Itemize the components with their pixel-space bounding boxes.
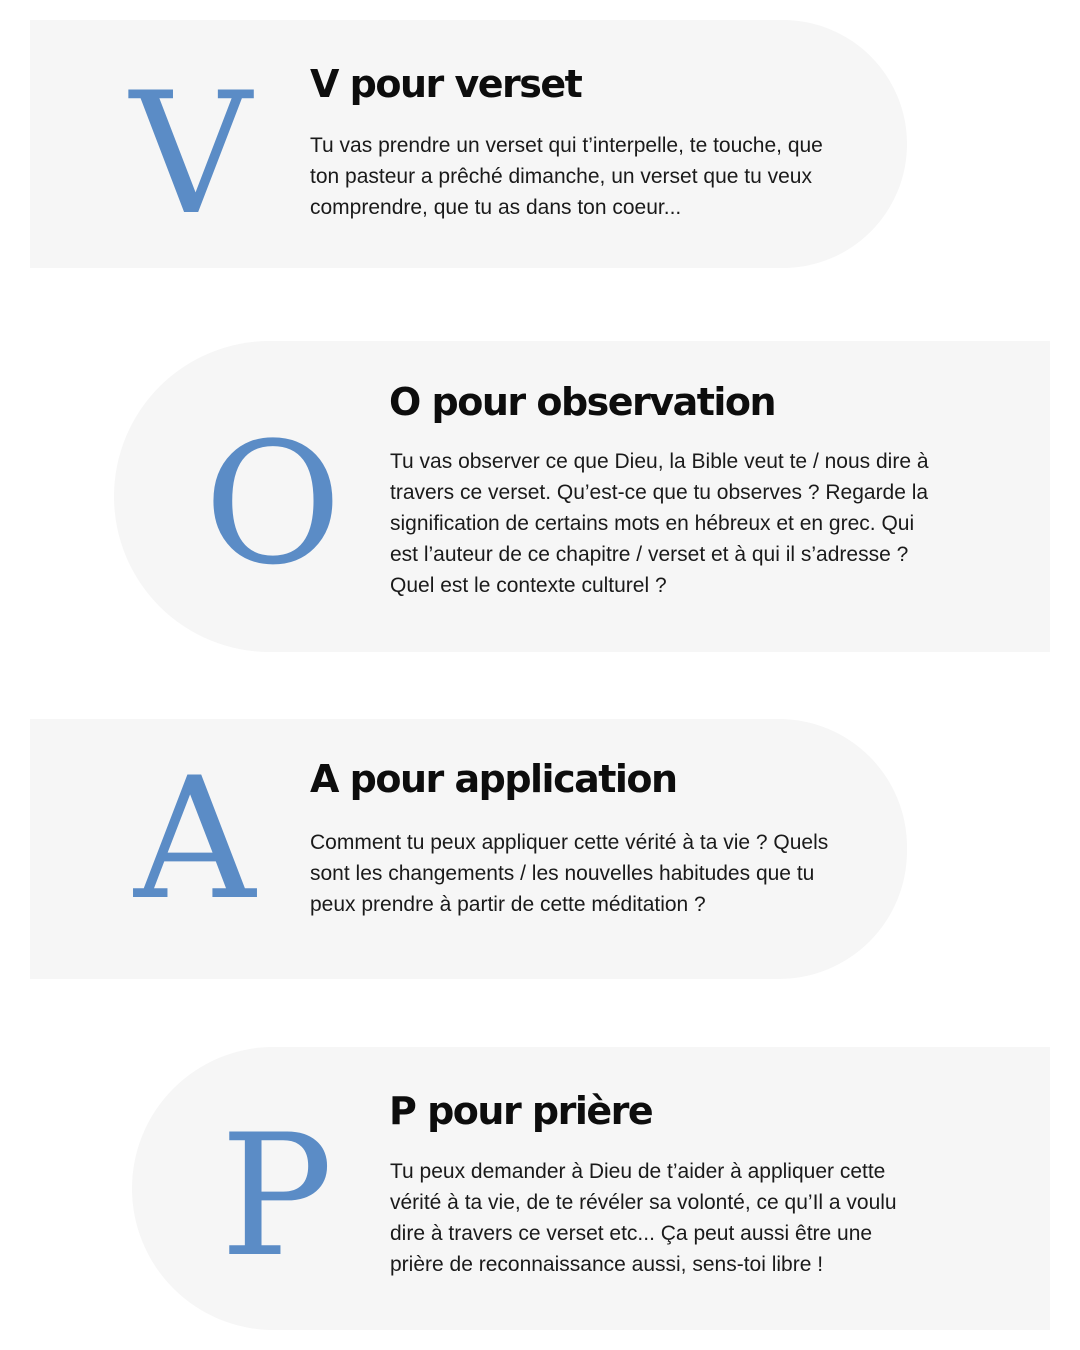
section-text-priere	[390, 1156, 990, 1280]
section-text-line: peux prendre à partir de cette méditation ?	[310, 893, 706, 916]
section-text-line: signification de certains mots en hébreux et en grec. Qui	[390, 512, 915, 535]
section-text-line: sont les changements / les nouvelles habitudes que tu	[310, 862, 815, 885]
section-letter-a: A	[134, 741, 256, 937]
section-text-line: Tu vas observer ce que Dieu, la Bible veut te / nous dire à	[390, 450, 929, 473]
section-text-line: prière de reconnaissance aussi, sens-toi libre !	[390, 1253, 824, 1276]
section-letter-o: O	[204, 406, 342, 602]
section-text-application	[310, 827, 880, 920]
section-text-line: dire à travers ce verset etc... Ça peut aussi être une	[390, 1222, 873, 1245]
section-title-application: A pour application	[310, 757, 677, 801]
section-text-line: Comment tu peux appliquer cette vérité à ta vie ? Quels	[310, 831, 829, 854]
section-text-line: Quel est le contexte culturel ?	[390, 574, 667, 597]
section-text-line: Tu peux demander à Dieu de t’aider à appliquer cette	[390, 1160, 886, 1183]
section-title-verset: V pour verset	[310, 62, 582, 106]
section-text-line: vérité à ta vie, de te révéler sa volonté, ce qu’Il a voulu	[390, 1191, 897, 1214]
section-letter-p: P	[220, 1098, 334, 1294]
section-text-line: Tu vas prendre un verset qui t’interpelle, te touche, que	[310, 134, 823, 157]
section-text-verset	[310, 130, 870, 223]
section-title-priere: P pour prière	[389, 1089, 653, 1133]
section-text-observation	[390, 446, 1010, 601]
section-text-line: comprendre, que tu as dans ton coeur...	[310, 196, 682, 219]
section-title-observation: O pour observation	[389, 380, 776, 424]
section-text-line: travers ce verset. Qu’est-ce que tu observes ? Regarde la	[390, 481, 929, 504]
section-text-line: ton pasteur a prêché dimanche, un verset que tu veux	[310, 165, 812, 188]
section-text-line: est l’auteur de ce chapitre / verset et à qui il s’adresse ?	[390, 543, 909, 566]
section-letter-v: V	[130, 56, 252, 252]
